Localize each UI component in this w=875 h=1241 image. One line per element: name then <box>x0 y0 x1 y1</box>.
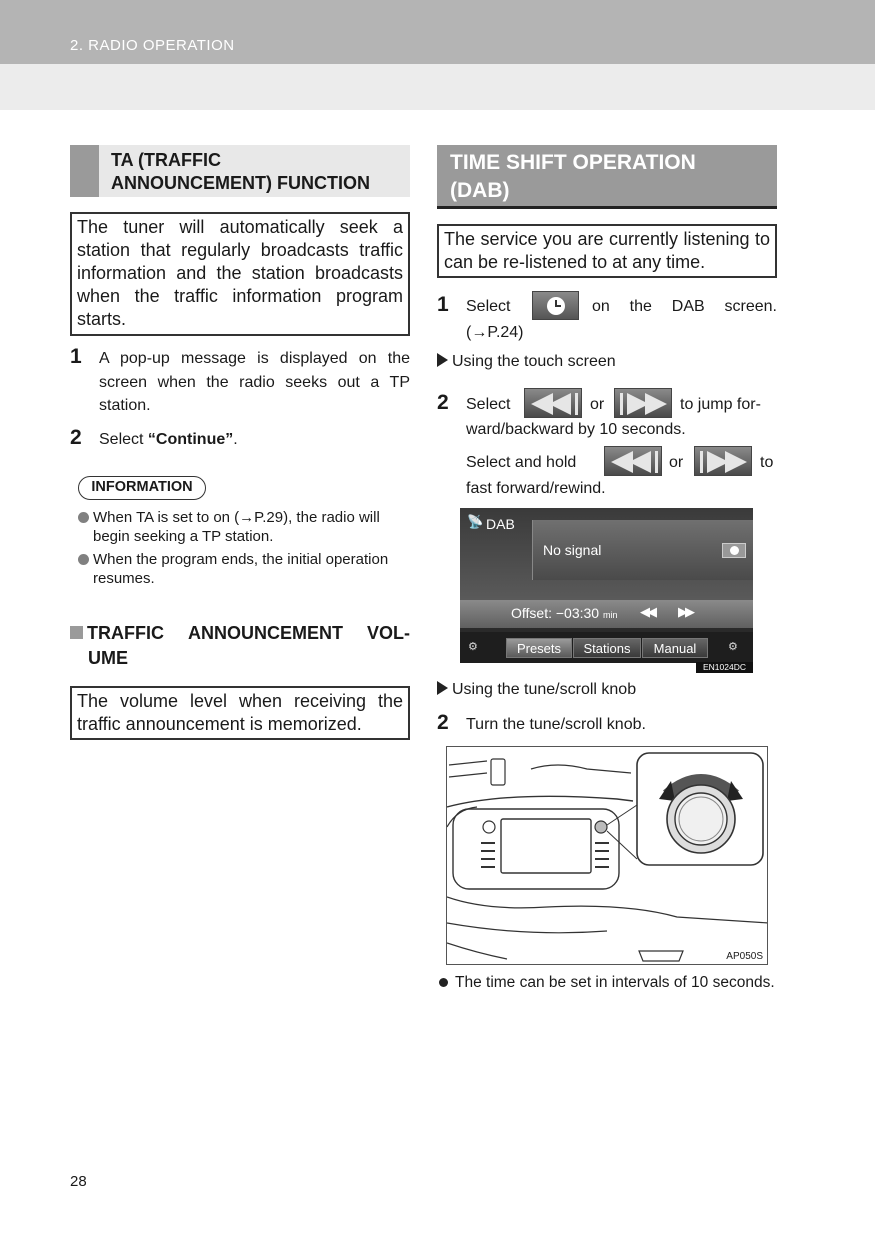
step-number: 2 <box>70 426 82 449</box>
rewind-icon <box>525 389 583 419</box>
source-icon[interactable]: ⚙ <box>468 641 478 653</box>
bullet-icon <box>78 554 89 565</box>
volume-intro-box <box>70 686 410 740</box>
step-text: fast forward/rewind. <box>466 480 606 497</box>
antenna-icon: 📡 <box>467 514 484 529</box>
offset-readout: Offset: −03:30 min <box>511 605 618 621</box>
heading-word: TRAFFIC <box>70 621 164 646</box>
dab-label: DAB <box>486 516 515 532</box>
info-item-text: When TA is set to on (→P.29), the radio will begin seeking a TP station. <box>93 509 380 545</box>
clock-icon <box>730 546 739 555</box>
step-hold-text: Select and hold <box>466 454 577 471</box>
step-text: on the DAB screen. <box>592 298 777 315</box>
dashboard-illustration <box>447 747 768 965</box>
page-reference: (→P.24) <box>466 324 524 341</box>
ts-heading-text <box>450 149 696 205</box>
dab-forward-icon[interactable]: ▶▶ <box>678 604 692 619</box>
volume-intro-text: The volume level when receiving the traffic announcement is memorized. <box>77 691 403 734</box>
step-number: 2 <box>437 711 449 734</box>
note-text: The time can be set in intervals of 10 seconds. <box>455 974 775 991</box>
tab-presets[interactable]: Presets <box>506 638 572 658</box>
ta-heading-line2: ANNOUNCEMENT) FUNCTION <box>111 173 370 193</box>
clock-hand <box>555 305 561 307</box>
dab-tab-bar <box>460 632 753 663</box>
triangle-bullet-icon <box>437 353 448 367</box>
info-item-text: When the program ends, the initial operation resumes. <box>93 551 389 587</box>
header-bar <box>0 0 875 64</box>
step-prefix: Select <box>99 431 148 448</box>
bullet-icon <box>439 978 448 987</box>
dab-screen-figure <box>460 508 753 663</box>
triangle-bullet-icon <box>437 681 448 695</box>
heading-word: VOL- <box>366 623 410 643</box>
knob-subheading: Using the tune/scroll knob <box>437 680 636 700</box>
info-item <box>78 550 410 590</box>
step-text: A pop-up message is displayed on the screen when the radio seeks out a TP station. <box>99 350 410 414</box>
or-word: or <box>669 454 684 471</box>
ta-heading-text <box>111 149 370 195</box>
step-text: to <box>760 454 774 471</box>
figure-code: AP050S <box>726 951 763 962</box>
touch-screen-subheading: Using the touch screen <box>437 352 616 372</box>
time-shift-heading <box>437 145 777 209</box>
figure-code: EN1024DC <box>696 662 753 673</box>
ts-heading-line2: (DAB) <box>450 179 510 202</box>
step-number: 1 <box>70 345 82 368</box>
traffic-volume-heading <box>70 621 410 671</box>
dab-rewind-icon[interactable]: ◀◀ <box>640 604 654 619</box>
heading-tab <box>70 145 99 197</box>
step-text: ward/backward by 10 seconds. <box>466 421 686 438</box>
offset-bar <box>460 600 753 628</box>
fast-forward-button[interactable] <box>694 446 752 476</box>
ts-heading-line1: TIME SHIFT OPERATION <box>450 151 696 174</box>
step-select-word: Select <box>466 396 511 413</box>
forward-icon <box>615 389 673 419</box>
step-suffix: . <box>233 431 238 448</box>
continue-label: “Continue” <box>147 431 234 448</box>
step-text: Turn the tune/scroll knob. <box>466 716 646 733</box>
heading-word: UME <box>88 648 128 668</box>
rewind-button[interactable] <box>524 388 582 418</box>
signal-status: No signal <box>543 542 602 558</box>
ta-intro-box <box>70 212 410 336</box>
ta-intro-text: The tuner will automatically seek a station that regularly broadcasts traffic information and the station broadcasts when the traffic information program starts. <box>77 217 403 329</box>
information-label: INFORMATION <box>78 476 206 500</box>
tab-manual[interactable]: Manual <box>642 638 708 658</box>
step-text: to jump for- <box>680 396 761 413</box>
heading-word: ANNOUNCEMENT <box>187 623 343 643</box>
forward-button[interactable] <box>614 388 672 418</box>
dab-time-shift-button[interactable] <box>722 543 746 558</box>
tab-stations[interactable]: Stations <box>573 638 641 658</box>
ts-intro-text: The service you are currently listening to can be re-listened to at any time. <box>444 229 770 272</box>
tune-scroll-knob-figure <box>446 746 768 965</box>
ta-function-heading <box>70 145 410 197</box>
section-title: 2. RADIO OPERATION <box>70 37 235 54</box>
step-number: 1 <box>437 293 449 316</box>
fast-rewind-icon <box>605 447 663 477</box>
fast-rewind-button[interactable] <box>604 446 662 476</box>
fast-forward-icon <box>695 447 753 477</box>
settings-icon[interactable]: ⚙ <box>728 641 738 653</box>
bullet-icon <box>78 512 89 523</box>
page-number: 28 <box>70 1173 87 1190</box>
heading-square-icon <box>70 626 83 639</box>
ts-intro-box <box>437 224 777 278</box>
time-shift-button[interactable] <box>532 291 579 320</box>
step-select-word: Select <box>466 298 511 315</box>
info-item <box>78 508 410 548</box>
step-number: 2 <box>437 391 449 414</box>
step-text <box>99 428 238 452</box>
header-band <box>0 64 875 110</box>
or-word: or <box>590 396 605 413</box>
ta-heading-line1: TA (TRAFFIC <box>111 150 221 170</box>
